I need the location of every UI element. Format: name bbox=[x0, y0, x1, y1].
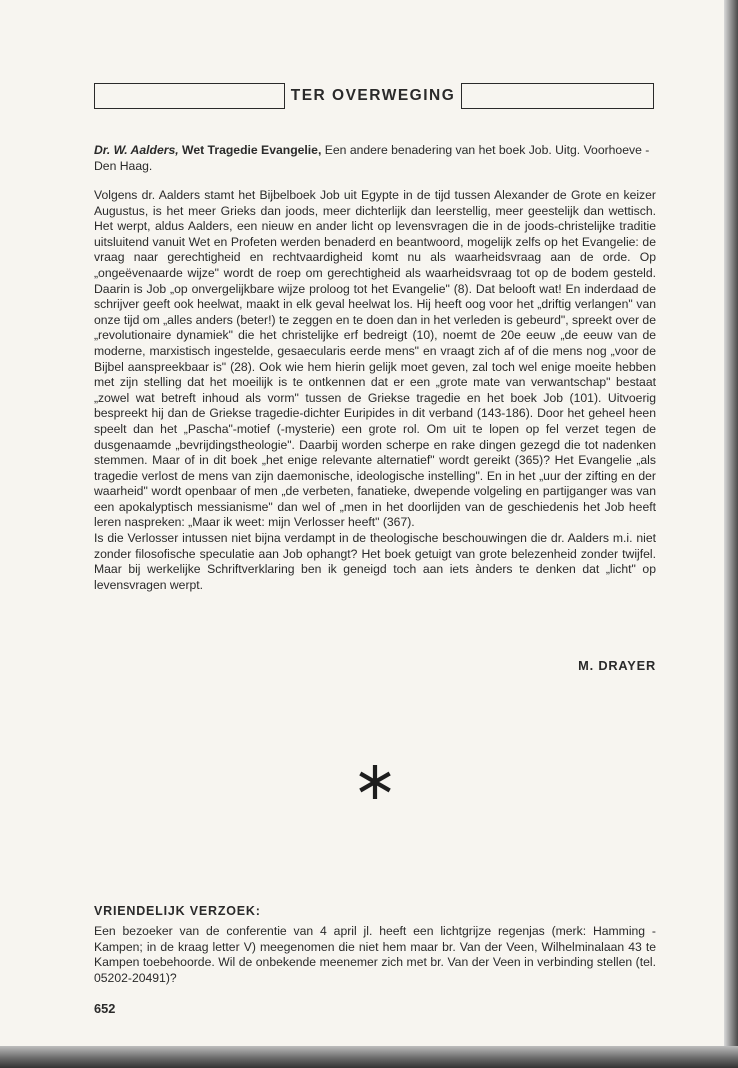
header-frame-right bbox=[461, 83, 654, 109]
header-frame-left bbox=[94, 83, 285, 109]
section-header bbox=[94, 81, 654, 111]
asterisk-icon bbox=[355, 762, 395, 802]
request-title: VRIENDELIJK VERZOEK: bbox=[94, 904, 261, 918]
review-book-title: Wet Tragedie Evangelie, bbox=[182, 143, 322, 157]
review-paragraph: Volgens dr. Aalders stamt het Bijbelboek Job uit Egypte in de tijd tussen Alexander de Grote en keizer Augustus, is het meer Grieks dan joods, meer dichterlijk dan leerstellig, meer geestelijk dan wettisch. Het werpt, aldus Aalders, een nieuw en ander licht op levensvragen die in de joods-christelijke traditie uitsluitend vanuit Wet en Profeten werden benaderd en beantwoord, mogelijk zelfs op het Evangelie: de vraag naar gerechtigheid en rechtvaardigheid komt nu als waarheidsvraag aan de orde. Op „ongeëvenaarde wijze" wordt de roep om gerechtigheid als waarheidsvraag tot op de bodem gesteld. Daarin is Job „op onvergelijkbare wijze proloog tot het Evangelie" (8). Dat belooft wat! En inderdaad de schrijver geeft ook heelwat, maakt in elk geval heelwat los. Hij heeft oog voor het „driftig verlangen" van onze tijd om „alles anders (beter!) te zeggen en te doen dan in het verleden is gebeurd", spreekt over de „revolutionaire dynamiek" die het christelijke erf bedreigt (10), noemt de 20e eeuw „de eeuw van de moderne, marxistisch ingestelde, gesaecularis eerde mens" en vraagt zich af of die mens nog „voor de Bijbel aanspreekbaar is" (28). Ook wie hem hierin gelijk moet geven, zal toch wel enige moeite hebben met zijn stelling dat het moeilijk is te ontkennen dat er een „grote mate van verwantschap" bestaat „zowel wat betreft inhoud als vorm" tussen de Griekse tragedie en het boek Job (101). Uitvoerig bespreekt hij dan de Griekse tragedie-dichter Euripides in dit verband (143-186). Door het geheel heen speelt dan het „Pascha"-motief (-mysterie) een grote rol. Om uit te lopen op fel verzet tegen de dusgenaamde „bevrijdingstheologie". Daarbij worden scherpe en rake dingen gezegd die tot nadenken stemmen. Maar of in dit boek „het enige relevante alternatief" wordt gereikt (365)? Het Evangelie „als tragedie verlost de mens van zijn daemonische, ideologische instelling". En in het „uur der zifting en der waarheid" wordt openbaar of men „de verbeten, fanatieke, dwepende volgeling en partijganger was van een apokalyptisch messianisme" dan wel of „men in het doorlijden van de geschiedenis het Job heeft leren naspreken: „Maar ik weet: mijn Verlosser heeft" (367). bbox=[94, 188, 656, 530]
request-body: Een bezoeker van de conferentie van 4 april jl. heeft een lichtgrijze regenjas (merk: Hamming - Kampen; in de kraag letter V) meegenomen die niet hem maar br. Van der Veen, Wilhelminalaan 43 te Kampen toebehoorde. Wil de onbekende meenemer zich met br. Van der Veen in verbinding stellen (tel. 05202-20491)? bbox=[94, 924, 656, 985]
section-title: TER OVERWEGING bbox=[290, 87, 456, 104]
scan-bottom-edge bbox=[0, 1046, 738, 1068]
review-heading bbox=[94, 143, 654, 174]
page-number: 652 bbox=[94, 1001, 116, 1016]
review-publication-details: Een andere benadering van het boek Job. Uitg. Voorhoeve - Den Haag. bbox=[94, 143, 650, 173]
review-author: Dr. W. Aalders, bbox=[94, 143, 179, 157]
review-paragraph: Is die Verlosser intussen niet bijna verdampt in de theologische beschouwingen die dr. Aalders m.i. niet zonder filosofische speculatie aan Job ophangt? Het boek getuigt van grote belezenheid zonder twijfel. Maar bij werkelijke Schriftverklaring ben ik geneigd toch aan iets ànders te denken dat „licht" op levensvragen werpt. bbox=[94, 531, 656, 592]
scan-right-edge bbox=[724, 0, 738, 1068]
review-signature: M. DRAYER bbox=[578, 658, 656, 673]
review-body bbox=[94, 188, 656, 593]
